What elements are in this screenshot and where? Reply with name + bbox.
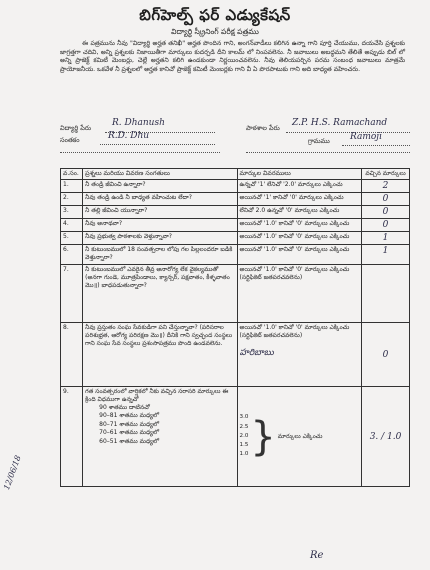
row-mark: 1 bbox=[362, 245, 410, 265]
row-answer-text: మార్కులు ఎక్కించు bbox=[277, 432, 323, 440]
village-line bbox=[342, 145, 410, 146]
village-label: గ్రామము bbox=[308, 137, 330, 145]
grade-band-item: 60–51 శాతము మధ్యలో bbox=[99, 437, 160, 445]
row-number: 1. bbox=[61, 180, 83, 193]
grade-band-list bbox=[85, 404, 234, 446]
row-answer: అయినచో '1.0' కానిచో '0' మార్కులు ఎక్కించు bbox=[237, 245, 362, 265]
table-row bbox=[61, 323, 410, 387]
col-header-question: ప్రశ్నలు మరియు వివరణ సంగతులు bbox=[83, 169, 237, 180]
row-number: 5. bbox=[61, 232, 83, 245]
row-question: నీ కుటుంబములో 18 సంవత్సరాల లోపు గల పిల్లలందరూ బడికి వెళ్తున్నారా? bbox=[83, 245, 237, 265]
grade-point-item: 3.0 bbox=[239, 414, 249, 421]
row-answer: లేనిచో 2.0 ఉన్నచో '0' మార్కులు ఎక్కించు bbox=[237, 206, 362, 219]
row-answer-text: అయినచో '1.0' కానిచో '0' మార్కులు ఎక్కించు (సర్టిఫికెట్ జతపరచవలెను) bbox=[239, 324, 350, 339]
table-row bbox=[61, 180, 410, 193]
grade-band-item: 90–81 శాతము మధ్యలో bbox=[99, 412, 160, 420]
row-question-text: గత సంవత్సరంలో వార్షికలో నీకు వచ్చిన సరాసరి మార్కులు ఈ క్రింది విధముగా ఉన్నచో bbox=[85, 388, 229, 403]
student-name-label: విద్యార్థి పేరు bbox=[60, 124, 92, 132]
row-number: 9. bbox=[61, 387, 83, 487]
row-mark: 3. / 1.0 bbox=[362, 387, 410, 487]
school-name-line bbox=[286, 132, 410, 133]
student-name-handwriting: R. Dhanush bbox=[112, 118, 165, 128]
row-answer: అయినచో '1.0' కానిచో '0' మార్కులు ఎక్కించు bbox=[237, 219, 362, 232]
right-brace-icon: } bbox=[250, 413, 276, 460]
col-header-number: వ.సం. bbox=[61, 169, 83, 180]
row-number: 4. bbox=[61, 219, 83, 232]
row-number: 8. bbox=[61, 323, 83, 387]
extra-line-right bbox=[246, 152, 410, 153]
school-name-handwriting: Z.P. H.S. Ramachand bbox=[292, 118, 388, 128]
grade-point-item: 2.0 bbox=[239, 432, 249, 439]
school-name-label: పాఠశాల పేరు bbox=[246, 124, 280, 132]
row-question bbox=[83, 387, 237, 487]
col-header-answer: మార్కుల వివరములు bbox=[237, 169, 362, 180]
row-answer: అయినచో '1.0' కానిచో '0' మార్కులు ఎక్కించు bbox=[237, 232, 362, 245]
row-number: 2. bbox=[61, 193, 83, 206]
form-title: బిగ్‌హెల్ప్ ఫర్ ఎడ్యుకేషన్ bbox=[139, 6, 291, 24]
row-question: నీ తల్లి జీవించి యున్నారా? bbox=[83, 206, 237, 219]
grade-band-item: 80–71 శాతము మధ్యలో bbox=[99, 420, 160, 428]
row-question: నీ తండ్రి జీవించి ఉన్నారా? bbox=[83, 180, 237, 193]
row-answer: అయినచో '1' కానిచో '0' మార్కులు ఎక్కించు bbox=[237, 193, 362, 206]
instructions-paragraph: ఈ పత్రమును నీవు "విద్యార్థి అర్హత తనిఖీ" అర్హత పొందిన గాని, అంగన్‌వాడీలు కలిగిన ఉన్నా గాని పూర్తి చేయుము, దయచేసి ప్రశ్నలకు జాగ్రత్తగా చదివి, అన్ని ప్రశ్నలకు నిజాయితీగా మార్కులు కుదర్చడి దీని కాలమ్ లో నింపవలెను. నీ జవాబులు అబద్ధమని తేలితే అప్పుడు బిల్ లో అన్ని ప్రాజెక్ట్ కమిటీ మెంబర్లు, చెల్లే అర్హతని కలిగి ఉండకుండా నిర్ణయించవలెను. నీవు తెలియపర్చిన పరమ సంబంధ జవాబులు మాత్రమే ప్రాయోజనీయ. ఒకవేళ నీ ప్రశ్నలలో అర్హత కానిచో ప్రాజెక్ట్ కమిటీ మెంబర్లకు గాని వీ ఏ పొరపాటుకు గాని అది బాధ్యత వహించరు. bbox=[60, 40, 405, 73]
col-header-marks: వచ్చిన మార్కులు bbox=[362, 169, 410, 180]
row-number: 6. bbox=[61, 245, 83, 265]
signature-line bbox=[100, 144, 215, 145]
table-header-row bbox=[61, 169, 410, 180]
grade-point-list bbox=[240, 413, 249, 459]
signature-label: సంతకం bbox=[60, 136, 80, 144]
form-subtitle: విద్యార్థి స్క్రీనింగ్ పరీక్ష పత్రము bbox=[171, 27, 259, 36]
table-row bbox=[61, 206, 410, 219]
village-handwriting: Ramoji bbox=[350, 132, 382, 142]
row-answer bbox=[237, 387, 362, 487]
grade-band-item: 90 శాతము దాటినచో bbox=[99, 404, 150, 411]
row-question: నీవు తండ్రి ఉండి నీ బాధ్యత వహించుట లేదా? bbox=[83, 193, 237, 206]
table-row bbox=[61, 193, 410, 206]
row-mark: 0 bbox=[362, 193, 410, 206]
row-question: నీవు ప్రభుత్వ పాఠశాలకు వెళ్తున్నావా? bbox=[83, 232, 237, 245]
row8-signature-handwriting: హరిబాబు bbox=[239, 348, 274, 358]
row-number: 3. bbox=[61, 206, 83, 219]
grade-point-item: 2.5 bbox=[239, 423, 249, 430]
row-mark: 0 bbox=[362, 206, 410, 219]
row-answer: ఉన్నచో '1' లేనిచో '2.0' మార్కులు ఎక్కించు bbox=[237, 180, 362, 193]
row-mark: 0 bbox=[362, 219, 410, 232]
date-stamp-handwriting: 12/06/18 bbox=[2, 454, 23, 492]
row-mark: 0 bbox=[362, 323, 410, 387]
table-row bbox=[61, 232, 410, 245]
row-number: 7. bbox=[61, 265, 83, 323]
row-mark: 2 bbox=[362, 180, 410, 193]
row-mark bbox=[362, 265, 410, 323]
extra-line-left bbox=[60, 152, 220, 153]
row-question: నీవు ప్రస్తుతం సంఘ సేవకుడిగా పని చేస్తున్నావా? (పరిసరాల పరిశుభ్రత, ఆరోగ్య పరిరక్షణ మొ॥) దీనికి గాని స్వచ్ఛంద సంస్థలు గాని సంఘ సేవ సంస్థలు ప్రశంసాపత్రము పొంది ఉండవలెను. bbox=[83, 323, 237, 387]
bottom-signature-handwriting: Re bbox=[310, 550, 324, 561]
row-question: నీవు అనాథవా? bbox=[83, 219, 237, 232]
row-answer: అయినచో '1.0' కానిచో '0' మార్కులు ఎక్కించు (సర్టిఫికెట్ జతపరచవలెను) bbox=[237, 265, 362, 323]
screening-table bbox=[60, 168, 410, 487]
row-question: నీ కుటుంబములో ఎవరైన తీవ్ర అనారోగ్య లేక వైకల్యముతో (అనగా గుండె, మూత్రపిండాలు, క్యాన్సర్, పక్షవాతం, కీళ్ళవాతం మొ॥) బాధపడుతున్నారా? bbox=[83, 265, 237, 323]
table-row bbox=[61, 219, 410, 232]
grade-point-item: 1.5 bbox=[239, 442, 249, 449]
table-row bbox=[61, 387, 410, 487]
grade-band-item: 70–61 శాతము మధ్యలో bbox=[99, 429, 160, 437]
row-answer bbox=[237, 323, 362, 387]
table-row bbox=[61, 245, 410, 265]
row-mark: 1 bbox=[362, 232, 410, 245]
grade-point-item: 1.0 bbox=[239, 451, 249, 458]
signature-handwriting: R.D. Dhu bbox=[108, 131, 150, 141]
table-row bbox=[61, 265, 410, 323]
